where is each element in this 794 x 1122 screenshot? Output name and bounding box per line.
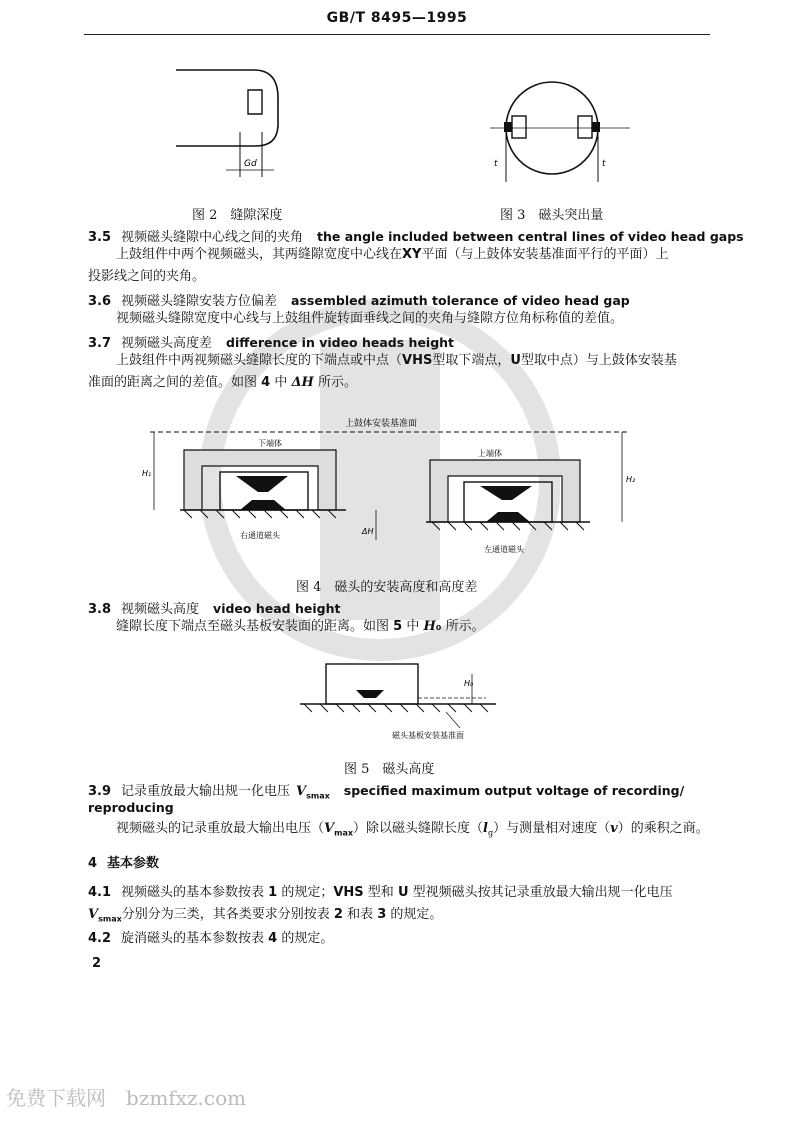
text: 3 (377, 907, 387, 922)
section-3-7-body-line1 (116, 350, 677, 372)
section-title-zh: 视频磁头高度差 (121, 336, 213, 351)
figure-3-caption: 图 3 磁头突出量 (500, 208, 604, 223)
text: XY (402, 247, 422, 262)
text: 型视频磁头按其记录重放最大输出规一化电压 (408, 885, 673, 900)
t-label-left: t (494, 159, 498, 169)
text: 5 (393, 619, 403, 634)
text: V (88, 907, 99, 922)
text: 2 (333, 907, 343, 922)
section-number: 3.8 (88, 602, 112, 617)
fig4-left-top-label: 下端体 (258, 439, 282, 448)
text: v (610, 821, 618, 836)
text: 型取下端点， (432, 353, 511, 368)
figure-4-caption: 图 4 磁头的安装高度和高度差 (296, 580, 478, 595)
section-3-9-body (116, 818, 709, 845)
section-3-7-heading (88, 332, 454, 351)
text: 所示。 (441, 619, 485, 634)
section-3-6-body: 视频磁头缝隙宽度中心线与上鼓组件旋转面垂线之间的夹角与缝隙方位角标称值的差值。 (116, 311, 624, 326)
section-title-en: specified maximum output voltage of recording/ (343, 783, 685, 798)
figure-5-caption: 图 5 磁头高度 (344, 762, 435, 777)
section-title-zh: 视频磁头缝隙中心线之间的夹角 (121, 230, 304, 245)
var: V (296, 784, 307, 799)
text: max (334, 828, 354, 838)
text: 旋消磁头的基本参数按表 (121, 931, 269, 946)
section-title-en: difference in video heads height (226, 335, 455, 350)
section-3-9-heading (88, 780, 684, 801)
text: ）除以磁头缝隙长度（ (353, 821, 484, 836)
t-label-right: t (602, 159, 606, 169)
section-number: 4.2 (88, 931, 112, 946)
text: VHS (402, 353, 433, 368)
text: 的规定； (277, 885, 334, 900)
section-title-en: the angle included between central lines of video head gaps (317, 229, 744, 244)
text: U (397, 885, 409, 900)
text: 准面的距离之间的差值。如图 (88, 375, 262, 390)
text: 和表 (342, 907, 378, 922)
fig5-h-label: H₀ (464, 679, 474, 688)
section-number: 3.5 (88, 230, 112, 245)
section-number: 3.7 (88, 336, 112, 351)
figure-2-caption: 图 2 缝隙深度 (192, 208, 283, 223)
section-title-zh: 记录重放最大输出规一化电压 (121, 784, 291, 799)
section-number: 3.6 (88, 294, 112, 309)
fig5-bottom-label: 磁头基板安装基准面 (392, 731, 464, 740)
text: 4 (261, 375, 271, 390)
section-number: 4.1 (88, 885, 112, 900)
standard-number: GB/T 8495—1995 (326, 10, 468, 26)
footer-watermark: 免费下载网 bzmfxz.com (6, 1086, 247, 1110)
text: ）的乘积之商。 (617, 821, 709, 836)
text: 型和 (363, 885, 398, 900)
text: 上鼓组件中两个视频磁头，其两缝隙宽度中心线在 (116, 247, 403, 262)
text: smax (98, 914, 122, 924)
text: 视频磁头的基本参数按表 (121, 885, 269, 900)
section-3-8-body (116, 616, 485, 638)
text: H (423, 619, 436, 634)
figure-5-drawing (296, 654, 516, 744)
subscript: smax (306, 791, 330, 801)
text: 上鼓组件中两视频磁头缝隙长度的下端点或中点（ (116, 353, 403, 368)
text: 的规定。 (386, 907, 443, 922)
section-title-en: video head height (213, 601, 341, 616)
section-number: 4 (88, 856, 98, 871)
section-3-5-body-line2: 投影线之间的夹角。 (88, 269, 206, 284)
text: 中 (402, 619, 424, 634)
text: 4 (268, 931, 278, 946)
section-title-en: assembled azimuth tolerance of video head gap (291, 293, 630, 308)
section-3-5-heading (88, 226, 744, 245)
figure-4-drawing (140, 410, 640, 570)
section-3-9-heading-line2 (88, 800, 174, 816)
gd-label: Gd (244, 159, 257, 169)
figure-3-drawing (490, 66, 630, 186)
text: 分别分为三类，其各类要求分别按表 (121, 907, 334, 922)
fig4-h1: H₁ (142, 469, 152, 478)
fig4-left-bottom-label: 右通道磁头 (240, 531, 280, 540)
section-4-1-line1 (88, 882, 673, 904)
fig4-h2: H₂ (626, 475, 636, 484)
text: g (487, 828, 494, 838)
fig4-right-bottom-label: 左通道磁头 (484, 545, 524, 554)
section-4-1-line2 (88, 904, 442, 931)
section-3-8-heading (88, 598, 340, 617)
text: 型取中点）与上鼓体安装基 (520, 353, 677, 368)
text: ₀ (435, 619, 442, 634)
section-title-zh: 视频磁头缝隙安装方位偏差 (121, 294, 278, 309)
section-title-zh: 视频磁头高度 (121, 602, 200, 617)
text: 所示。 (313, 375, 357, 390)
text: ΔH (291, 375, 314, 390)
text: 的规定。 (277, 931, 334, 946)
text: l (483, 821, 488, 836)
text: 视频磁头的记录重放最大输出电压（ (116, 821, 325, 836)
fig4-right-top-label: 上端体 (478, 449, 502, 458)
section-title: 基本参数 (107, 856, 160, 871)
fig4-top-label: 上鼓体安装基准面 (345, 419, 418, 429)
section-3-5-body-line1 (116, 244, 668, 266)
section-3-6-heading (88, 290, 630, 309)
section-number: 3.9 (88, 784, 112, 799)
text: 平面（与上鼓体安装基准面平行的平面）上 (421, 247, 669, 262)
fig4-dh: ΔH (362, 527, 374, 536)
text: 1 (268, 885, 278, 900)
text: 缝隙长度下端点至磁头基板安装面的距离。如图 (116, 619, 394, 634)
section-3-7-body-line2 (88, 372, 357, 394)
text: U (510, 353, 521, 368)
figure-2-drawing (170, 62, 300, 182)
section-4-heading (88, 852, 159, 871)
text: ）与测量相对速度（ (493, 821, 611, 836)
text: VHS (333, 885, 364, 900)
text: 中 (270, 375, 292, 390)
header-rule (84, 34, 710, 35)
section-title-en-cont: reproducing (88, 800, 174, 815)
section-4-2 (88, 928, 333, 950)
page-number: 2 (92, 956, 102, 971)
text: V (324, 821, 335, 836)
